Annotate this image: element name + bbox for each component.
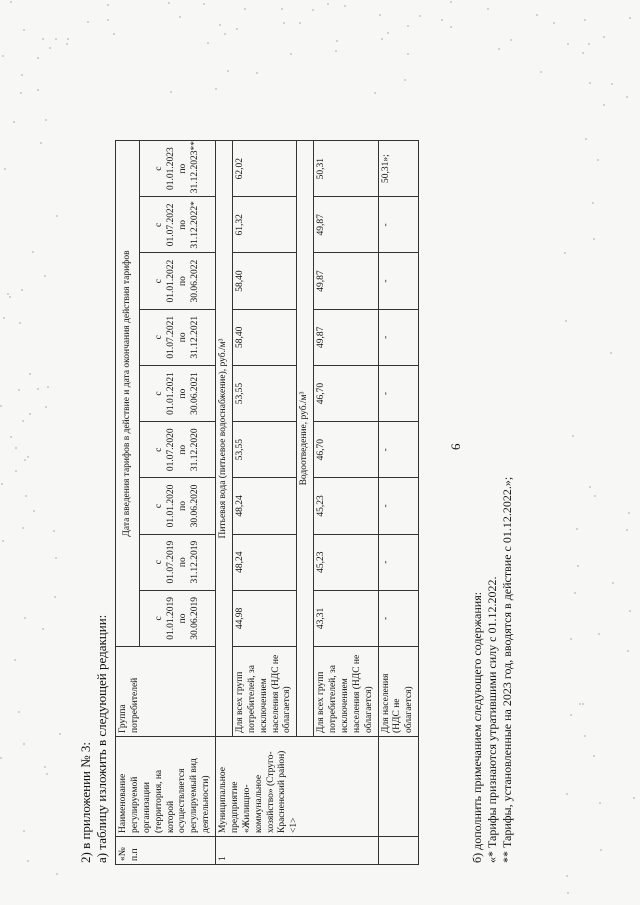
scan-speck xyxy=(53,530,55,532)
scan-speck xyxy=(168,2,170,4)
scan-speck xyxy=(40,142,42,144)
header-organization: Наименование регулируемой организации (территория, на которой осуществляется регулируемый вид деятельности) xyxy=(116,737,216,837)
header-number: «№ п.п xyxy=(116,837,216,865)
period-part: 01.07.2020 xyxy=(165,428,176,472)
period-part: с xyxy=(153,616,164,621)
scan-speck xyxy=(589,82,591,84)
scan-speck xyxy=(344,5,346,7)
scan-speck xyxy=(407,25,409,27)
tariff-value: - xyxy=(378,590,419,646)
tariff-value: 58,40 xyxy=(232,253,296,309)
scan-speck xyxy=(579,703,581,705)
scan-speck xyxy=(536,14,538,16)
scan-speck xyxy=(299,22,301,24)
tariff-value: 53,55 xyxy=(232,365,296,421)
scan-speck xyxy=(18,389,20,391)
period-part: 01.01.2021 xyxy=(165,372,176,415)
period-part: по xyxy=(177,444,188,455)
scan-speck xyxy=(487,8,489,10)
section-water: Питьевая вода (питьевое водоснабжение), руб./м³ xyxy=(216,141,233,737)
scan-speck xyxy=(19,322,21,324)
tariff-value: 61,32 xyxy=(232,197,296,253)
period-part: по xyxy=(177,613,188,624)
period-part: 30.06.2022 xyxy=(189,259,200,303)
tariff-value: 45,23 xyxy=(314,534,378,590)
scan-speck xyxy=(22,527,24,529)
period-part: по xyxy=(177,501,188,511)
scan-speck xyxy=(20,92,22,94)
scan-speck xyxy=(588,43,590,45)
period-part: по xyxy=(177,219,188,230)
tariff-value: 53,55 xyxy=(232,422,296,478)
header-dates: Дата введения тарифов в действие и дата окончания действия тарифов xyxy=(116,141,140,647)
tariff-value: 48,24 xyxy=(232,534,296,590)
period-header xyxy=(140,534,216,590)
scan-speck xyxy=(45,406,47,408)
scan-speck xyxy=(203,3,205,5)
scan-speck xyxy=(3,317,5,319)
scan-speck xyxy=(574,592,576,594)
period-part: 31.12.2020 xyxy=(189,428,200,472)
scan-speck xyxy=(56,215,58,217)
scan-speck xyxy=(2,540,4,542)
scan-speck xyxy=(407,53,409,55)
scan-speck xyxy=(42,38,44,40)
scan-speck xyxy=(611,83,613,85)
tariff-value: 45,23 xyxy=(314,478,378,534)
period-part: 31.12.2022* xyxy=(189,201,200,249)
consumer-group: Для всех групп потребителей, за исключением населения (НДС не облагается) xyxy=(232,647,296,737)
scan-speck xyxy=(224,33,226,35)
tariff-value: - xyxy=(378,478,419,534)
tariff-value: - xyxy=(378,309,419,365)
scan-speck xyxy=(450,26,452,28)
scan-speck xyxy=(113,33,115,35)
tariff-value: 43,31 xyxy=(314,590,378,646)
note-2: ** Тарифы, установленные на 2023 год, вводятся в действие с 01.12.2022.»; xyxy=(500,476,514,863)
table-row xyxy=(378,141,419,865)
scan-speck xyxy=(37,57,39,59)
period-part: 30.06.2021 xyxy=(189,372,200,415)
tariff-value: - xyxy=(378,365,419,421)
tariff-value: 50,31»; xyxy=(378,141,419,197)
scan-speck xyxy=(27,456,29,458)
scan-speck xyxy=(290,53,292,55)
tariff-value: - xyxy=(378,422,419,478)
scan-speck xyxy=(67,38,69,40)
scan-speck xyxy=(450,1,452,3)
period-part: с xyxy=(153,222,164,227)
scan-speck xyxy=(15,470,17,472)
scan-speck xyxy=(59,733,61,735)
period-part: 01.01.2023 xyxy=(165,147,176,190)
scan-speck xyxy=(32,251,34,253)
scan-speck xyxy=(582,52,584,54)
scan-speck xyxy=(572,435,574,437)
scan-speck xyxy=(381,38,383,40)
period-part: 31.12.2023** xyxy=(189,141,200,194)
period-header xyxy=(140,590,216,646)
scan-speck xyxy=(207,42,209,44)
scan-speck xyxy=(600,849,602,851)
rotated-page xyxy=(70,75,540,865)
consumer-group: Для всех групп потребителей, за исключением населения (НДС не облагается) xyxy=(314,647,378,737)
tariff-value: 50,31 xyxy=(314,141,378,197)
period-part: по xyxy=(177,332,188,343)
period-part: с xyxy=(153,503,164,509)
note-1: «* Тарифы признаются утратившими силу с 01.12.2022. xyxy=(485,576,499,863)
period-part: по xyxy=(177,557,188,568)
period-header xyxy=(140,309,216,365)
scan-speck xyxy=(585,138,587,140)
tariff-value: 48,24 xyxy=(232,478,296,534)
note-intro: б) дополнить примечанием следующего содержания: xyxy=(470,591,484,863)
scan-speck xyxy=(256,72,258,74)
tariff-value: 49,87 xyxy=(314,253,378,309)
scan-speck xyxy=(244,8,246,10)
scan-speck xyxy=(21,289,23,291)
scan-speck xyxy=(626,529,628,531)
tariff-value: 62,02 xyxy=(232,141,296,197)
scan-speck xyxy=(0,405,2,407)
scan-speck xyxy=(0,757,2,759)
scan-speck xyxy=(24,459,26,461)
scan-speck xyxy=(628,512,630,514)
scan-speck xyxy=(23,830,25,832)
scan-speck xyxy=(22,420,24,422)
scan-speck xyxy=(227,70,229,72)
period-header xyxy=(140,197,216,253)
scan-speck xyxy=(7,293,9,295)
appendix-heading: 2) в приложении № 3: xyxy=(78,741,93,863)
scan-speck xyxy=(593,238,595,240)
scan-speck xyxy=(553,22,555,24)
scan-speck xyxy=(45,119,47,121)
row-number: 1 xyxy=(216,837,379,865)
scan-speck xyxy=(594,495,596,497)
scan-speck xyxy=(37,388,39,390)
scan-speck xyxy=(598,633,600,635)
scan-speck xyxy=(593,755,595,757)
scan-speck xyxy=(387,32,389,34)
page-number: 6 xyxy=(448,443,463,450)
scan-speck xyxy=(10,1,12,3)
scan-speck xyxy=(599,802,601,804)
scan-speck xyxy=(592,202,594,204)
empty-cell xyxy=(378,837,419,865)
period-part: 30.06.2019 xyxy=(189,597,200,640)
tariff-value: 49,87 xyxy=(314,197,378,253)
scan-speck xyxy=(281,8,283,10)
period-part: 31.12.2021 xyxy=(189,315,200,359)
scan-speck xyxy=(107,4,109,6)
tariff-value: - xyxy=(378,197,419,253)
scan-speck xyxy=(498,48,500,50)
scan-speck xyxy=(21,74,23,76)
table-row xyxy=(216,141,233,865)
tariff-value: - xyxy=(378,534,419,590)
scan-speck xyxy=(582,703,584,705)
period-part: 01.01.2022 xyxy=(165,259,176,303)
scan-speck xyxy=(10,436,12,438)
scan-speck xyxy=(4,168,6,170)
scan-speck xyxy=(13,121,15,123)
scan-speck xyxy=(564,252,566,254)
scan-speck xyxy=(379,14,381,16)
scan-speck xyxy=(49,47,51,49)
scan-speck xyxy=(1,483,3,485)
period-part: с xyxy=(153,560,164,565)
scan-speck xyxy=(327,3,329,5)
period-part: 31.12.2019 xyxy=(189,540,200,584)
scan-speck xyxy=(2,55,4,57)
scan-speck xyxy=(55,557,57,559)
scan-speck xyxy=(33,510,35,512)
scan-speck xyxy=(597,159,599,161)
scan-speck xyxy=(610,352,612,354)
scan-speck xyxy=(335,50,337,52)
scan-speck xyxy=(603,104,605,106)
scan-speck xyxy=(9,296,11,298)
period-header xyxy=(140,478,216,534)
scan-speck xyxy=(219,24,221,26)
period-part: по xyxy=(177,276,188,286)
period-part: с xyxy=(153,391,164,396)
scan-speck xyxy=(29,373,31,375)
scan-speck xyxy=(567,892,569,894)
scan-speck xyxy=(37,89,39,91)
scan-speck xyxy=(18,711,20,713)
scan-speck xyxy=(107,19,109,21)
tariff-value: 58,40 xyxy=(232,309,296,365)
scan-speck xyxy=(27,860,29,862)
tariff-value: 46,70 xyxy=(314,365,378,421)
scan-speck xyxy=(44,766,46,768)
table-intro: а) таблицу изложить в следующей редакции: xyxy=(94,614,109,863)
scan-speck xyxy=(54,596,56,598)
scan-speck xyxy=(23,29,25,31)
period-part: 01.07.2019 xyxy=(165,540,176,584)
scan-speck xyxy=(570,714,572,716)
scan-speck xyxy=(42,628,44,630)
period-part: 01.07.2021 xyxy=(165,315,176,359)
period-part: по xyxy=(177,388,188,399)
tariff-value: 46,70 xyxy=(314,422,378,478)
period-part: с xyxy=(153,278,164,284)
scan-speck xyxy=(236,28,238,30)
scan-speck xyxy=(312,9,314,11)
period-part: 01.07.2022 xyxy=(165,203,176,247)
scan-speck xyxy=(87,21,89,23)
empty-cell xyxy=(378,737,419,837)
scan-speck xyxy=(589,486,591,488)
period-header xyxy=(140,422,216,478)
scan-speck xyxy=(576,528,578,530)
tariff-value: 44,98 xyxy=(232,590,296,646)
header-consumer-group: Группа потребителей xyxy=(116,647,216,737)
tariff-value: - xyxy=(378,253,419,309)
scan-speck xyxy=(25,495,27,497)
scan-speck xyxy=(56,873,58,875)
notes-block xyxy=(470,477,515,863)
scan-speck xyxy=(29,413,31,415)
scan-speck xyxy=(419,15,421,17)
scan-speck xyxy=(283,22,285,24)
period-part: 30.06.2020 xyxy=(189,484,200,528)
table-header-row xyxy=(116,141,140,865)
scan-speck xyxy=(44,275,46,277)
scan-speck xyxy=(633,797,635,799)
scan-speck xyxy=(567,43,569,45)
scan-speck xyxy=(14,659,16,661)
scan-speck xyxy=(540,71,542,73)
scan-speck xyxy=(566,793,568,795)
scan-speck xyxy=(626,96,628,98)
period-part: с xyxy=(153,166,164,171)
scan-speck xyxy=(629,17,631,19)
tariff-table xyxy=(115,140,419,865)
scan-speck xyxy=(23,743,25,745)
period-header xyxy=(140,365,216,421)
scan-speck xyxy=(179,16,181,18)
scan-speck xyxy=(612,582,614,584)
section-sewage: Водоотведение, руб./м³ xyxy=(297,141,314,737)
consumer-group: Для населения (НДС не облагается) xyxy=(378,647,419,737)
period-part: по xyxy=(177,163,188,174)
scan-speck xyxy=(55,38,57,40)
period-part: с xyxy=(153,335,164,340)
scan-speck xyxy=(47,386,49,388)
scan-speck xyxy=(15,447,17,449)
period-header xyxy=(140,141,216,197)
scan-speck xyxy=(627,650,629,652)
scan-speck xyxy=(46,773,48,775)
scan-speck xyxy=(441,19,443,21)
scan-speck xyxy=(577,565,579,567)
tariff-value: 49,87 xyxy=(314,309,378,365)
scan-speck xyxy=(510,39,512,41)
period-part: 01.01.2019 xyxy=(165,597,176,640)
period-part: 01.01.2020 xyxy=(165,484,176,528)
scan-speck xyxy=(24,617,26,619)
period-part: с xyxy=(153,447,164,452)
scan-speck xyxy=(603,36,605,38)
scan-speck xyxy=(629,610,631,612)
scan-speck xyxy=(566,875,568,877)
scan-speck xyxy=(584,19,586,21)
scan-speck xyxy=(336,40,338,42)
scan-speck xyxy=(66,43,68,45)
scan-speck xyxy=(565,320,567,322)
organization-name: Муниципальное предприятие «Жилищно-коммунальное хозяйство» (Струго-Красненский район) <1> xyxy=(216,737,379,837)
scan-speck xyxy=(584,735,586,737)
period-header xyxy=(140,253,216,309)
scan-speck xyxy=(570,638,572,640)
